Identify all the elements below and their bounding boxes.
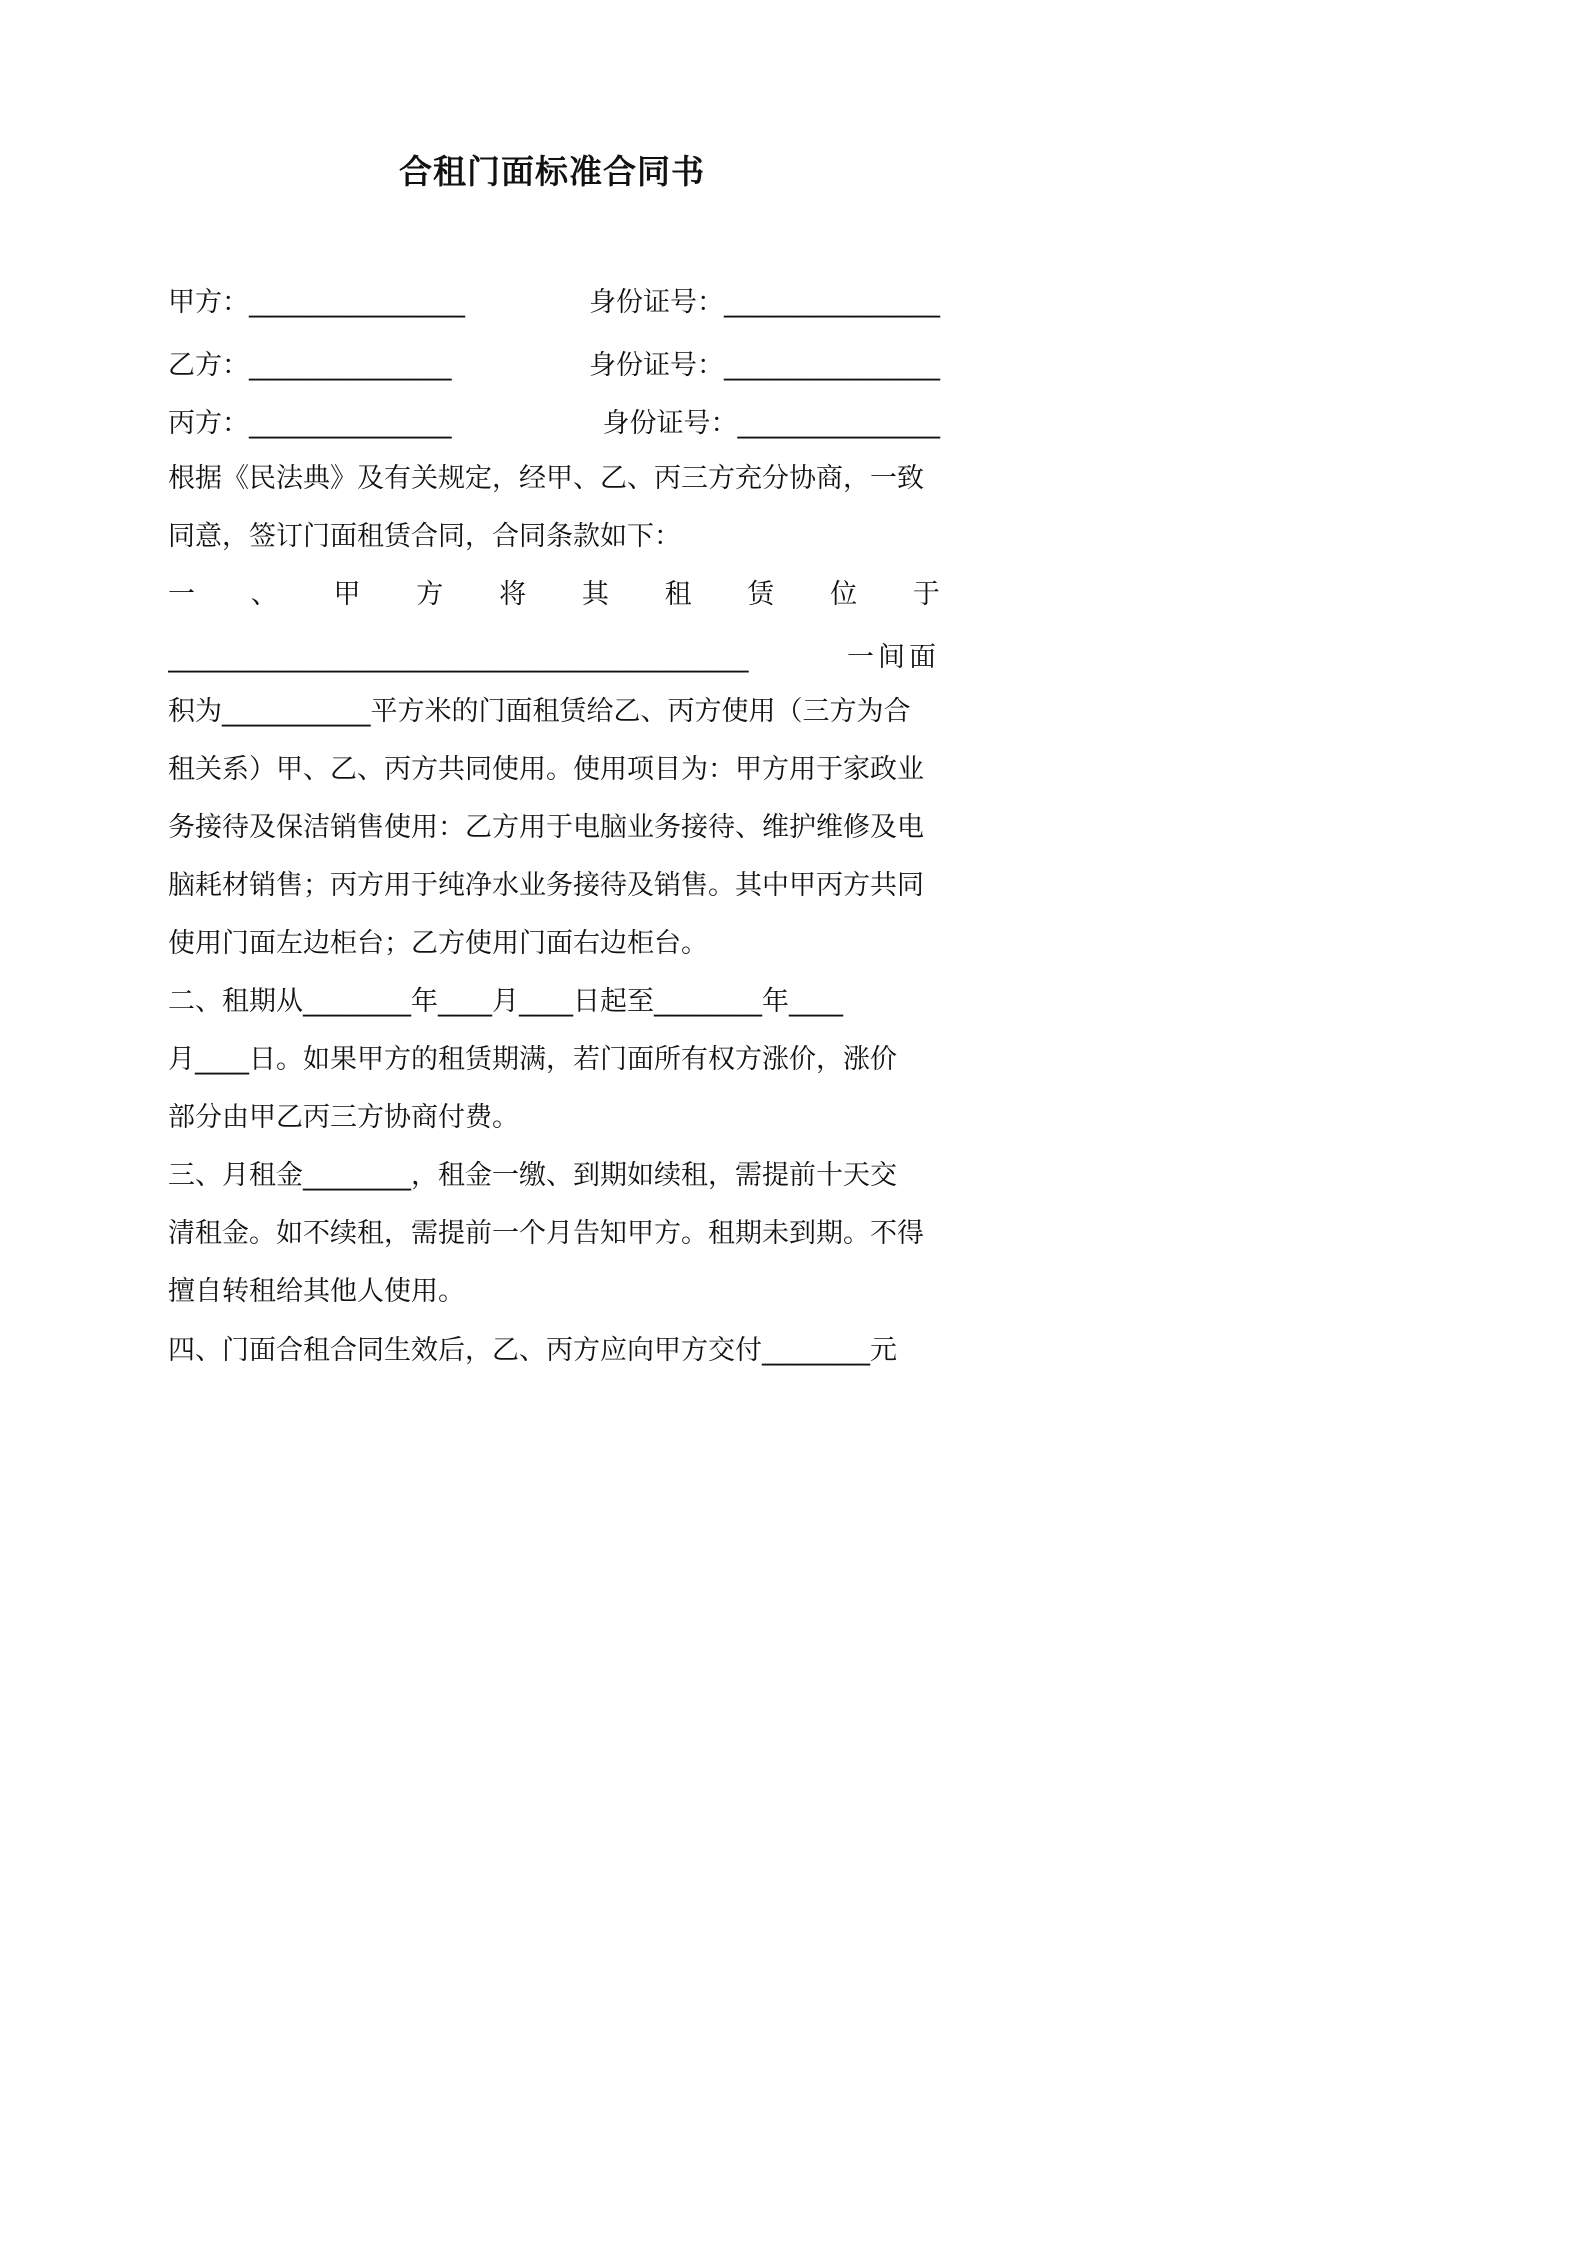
intro-line-1: 根据《民法典》及有关规定，经甲、乙、丙三方充分协商，一致 — [168, 463, 924, 494]
location-blank: ___________________________________________ — [168, 642, 749, 673]
clause-1-char: 一 — [168, 579, 195, 610]
clause-1-line-4: 脑耗材销售；丙方用于纯净水业务接待及销售。其中甲丙方共同 — [168, 870, 924, 901]
party-b-id-label: 身份证号：________________ — [589, 350, 940, 381]
party-b-row — [168, 343, 940, 389]
intro-line-2: 同意，签订门面租赁合同，合同条款如下： — [168, 521, 681, 552]
clause-1-line-5: 使用门面左边柜台；乙方使用门面右边柜台。 — [168, 928, 708, 959]
clause-1-char: 其 — [581, 579, 609, 610]
party-a-label: 甲方：________________ — [168, 287, 465, 318]
clause-1-char: 于 — [912, 579, 940, 610]
party-c-label: 丙方：_______________ — [168, 408, 452, 439]
clause-1-char: 将 — [499, 579, 527, 610]
clause-2-line-2: 月____日。如果甲方的租赁期满，若门面所有权方涨价，涨价 — [168, 1044, 897, 1075]
clause-3-line-3: 擅自转租给其他人使用。 — [168, 1276, 465, 1307]
clause-3-line-1: 三、月租金________，租金一缴、到期如续租，需提前十天交 — [168, 1160, 897, 1191]
clause-3-line-2: 清租金。如不续租，需提前一个月告知甲方。租期未到期。不得 — [168, 1218, 924, 1249]
clause-1-location-line — [168, 635, 940, 681]
clause-1-char: 方 — [416, 579, 444, 610]
contract-page — [0, 0, 1104, 1562]
clause-1-char: 甲 — [333, 579, 361, 610]
clause-1-char: 位 — [830, 579, 858, 610]
party-a-id-label: 身份证号：________________ — [589, 287, 940, 318]
party-c-id-label: 身份证号：_______________ — [602, 408, 940, 439]
clause-1-line-3: 务接待及保洁销售使用：乙方用于电脑业务接待、维护维修及电 — [168, 812, 924, 843]
party-b-label: 乙方：_______________ — [168, 350, 452, 381]
document-title: 合租门面标准合同书 — [399, 152, 705, 191]
clause-1-line-2: 租关系）甲、乙、丙方共同使用。使用项目为：甲方用于家政业 — [168, 754, 924, 785]
party-a-row — [168, 280, 940, 326]
clause-1-char: 租 — [664, 579, 692, 610]
clause-1-char: 、 — [250, 579, 278, 610]
clause-1-line-1: 积为___________平方米的门面租赁给乙、丙方使用（三方为合 — [168, 696, 911, 727]
clause-1-char: 赁 — [747, 579, 775, 610]
clause-4-line-1: 四、门面合租合同生效后，乙、丙方应向甲方交付________元 — [168, 1335, 897, 1366]
location-tail-text: 一间面 — [847, 642, 940, 673]
party-c-row — [168, 401, 940, 447]
clause-1-heading-line — [168, 572, 940, 618]
clause-2-line-1: 二、租期从________年____月____日起至________年____ — [168, 986, 843, 1017]
clause-2-line-3: 部分由甲乙丙三方协商付费。 — [168, 1102, 519, 1133]
